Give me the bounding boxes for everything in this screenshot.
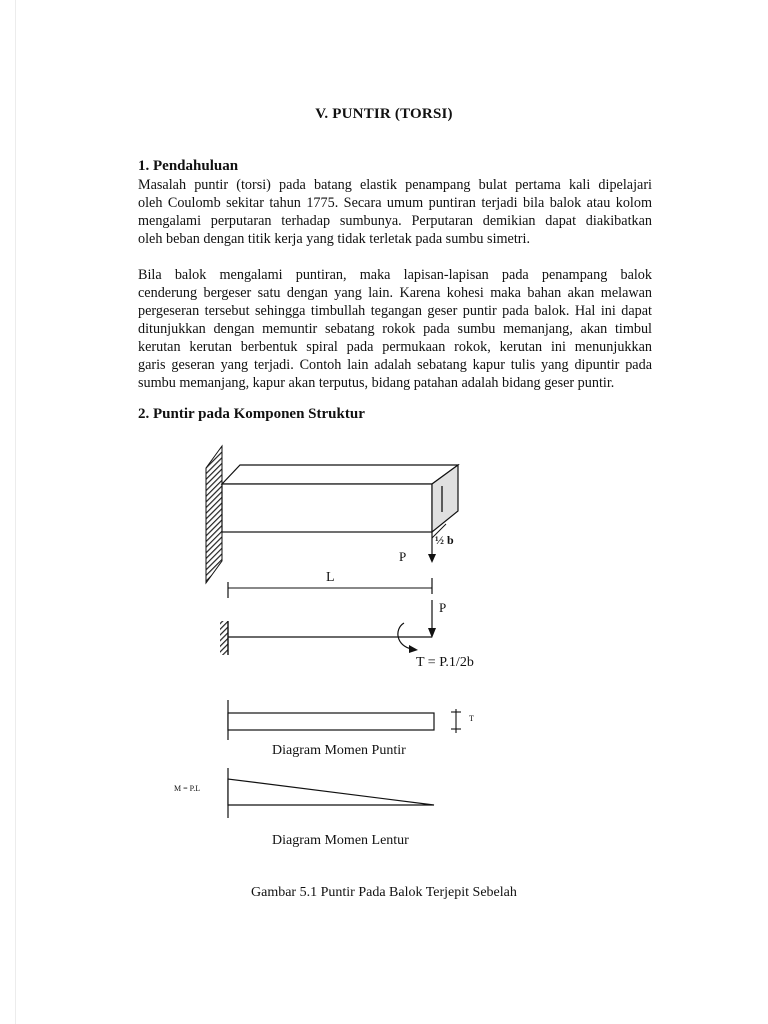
text-line: ditunjukkan dengan memuntir sebatang rokok pada sumbu memanjang, akan timbul xyxy=(138,321,652,337)
moment-value-label: M = P.L xyxy=(174,784,201,793)
text-line: garis geseran yang terjadi. Contoh lain adalah sebatang kapur tulis yang dipuntir pada xyxy=(138,357,652,373)
bending-diagram-triangle xyxy=(228,779,434,805)
torsion-diagram-title: Diagram Momen Puntir xyxy=(272,743,406,758)
torsion-moment-diagram xyxy=(228,700,474,758)
length-dimension xyxy=(228,570,432,598)
bending-moment-diagram xyxy=(174,768,434,848)
torsion-diagram-block xyxy=(228,713,434,730)
section-heading-introduction: 1. Pendahuluan xyxy=(138,158,239,174)
torque-label: T = P.1/2b xyxy=(416,655,474,670)
fixed-support-hatch xyxy=(220,621,228,655)
beam-line-model xyxy=(220,600,474,670)
torsion-value-label: T xyxy=(469,714,474,723)
torque-arc-arrow xyxy=(398,623,412,649)
text-line: Bila balok mengalami puntiran, maka lapisan-lapisan pada penampang balok xyxy=(138,267,652,283)
page-title: V. PUNTIR (TORSI) xyxy=(315,106,453,122)
text-line: Masalah puntir (torsi) pada batang elastik penampang bulat pertama kali dipelajari xyxy=(138,177,652,193)
figure-caption: Gambar 5.1 Puntir Pada Balok Terjepit Sebelah xyxy=(251,885,517,900)
load-label-3d: P xyxy=(399,549,407,564)
text-line: oleh beban dengan titik kerja yang tidak terletak pada sumbu simetri. xyxy=(138,231,531,247)
text-line: cenderung bergeser satu dengan yang lain. Karena kohesi maka bahan akan melawan xyxy=(138,285,652,301)
length-label: L xyxy=(326,570,335,585)
beam-front-face xyxy=(222,484,432,532)
torque-arrow-head xyxy=(409,645,418,653)
text-line: sumbu memanjang, kapur akan terputus, bidang patahan adalah bidang geser puntir. xyxy=(138,375,615,391)
text-line: oleh Coulomb sekitar tahun 1775. Secara umum puntiran terjadi bila balok atau kolom xyxy=(138,195,652,211)
beam-3d-drawing xyxy=(206,446,458,583)
section-heading-structural-components: 2. Puntir pada Komponen Struktur xyxy=(138,406,365,422)
fixed-wall-3d xyxy=(206,446,222,583)
bending-diagram-title: Diagram Momen Lentur xyxy=(272,833,409,848)
text-line: kerutan kerutan berbentuk spiral pada permukaan rokok, kerutan ini menunjukkan xyxy=(138,339,652,355)
beam-top-face xyxy=(222,465,458,484)
text-line: pergeseran tersebut sehingga timbullah tegangan geser puntir pada balok. Hal ini dapat xyxy=(138,303,652,319)
load-arrow-3d-head xyxy=(428,554,436,563)
half-width-label: ½ b xyxy=(435,533,454,547)
text-line: mengalami perputaran terhadap sumbunya. Perputaran demikian dapat diakibatkan xyxy=(138,213,652,229)
load-label: P xyxy=(439,600,447,615)
